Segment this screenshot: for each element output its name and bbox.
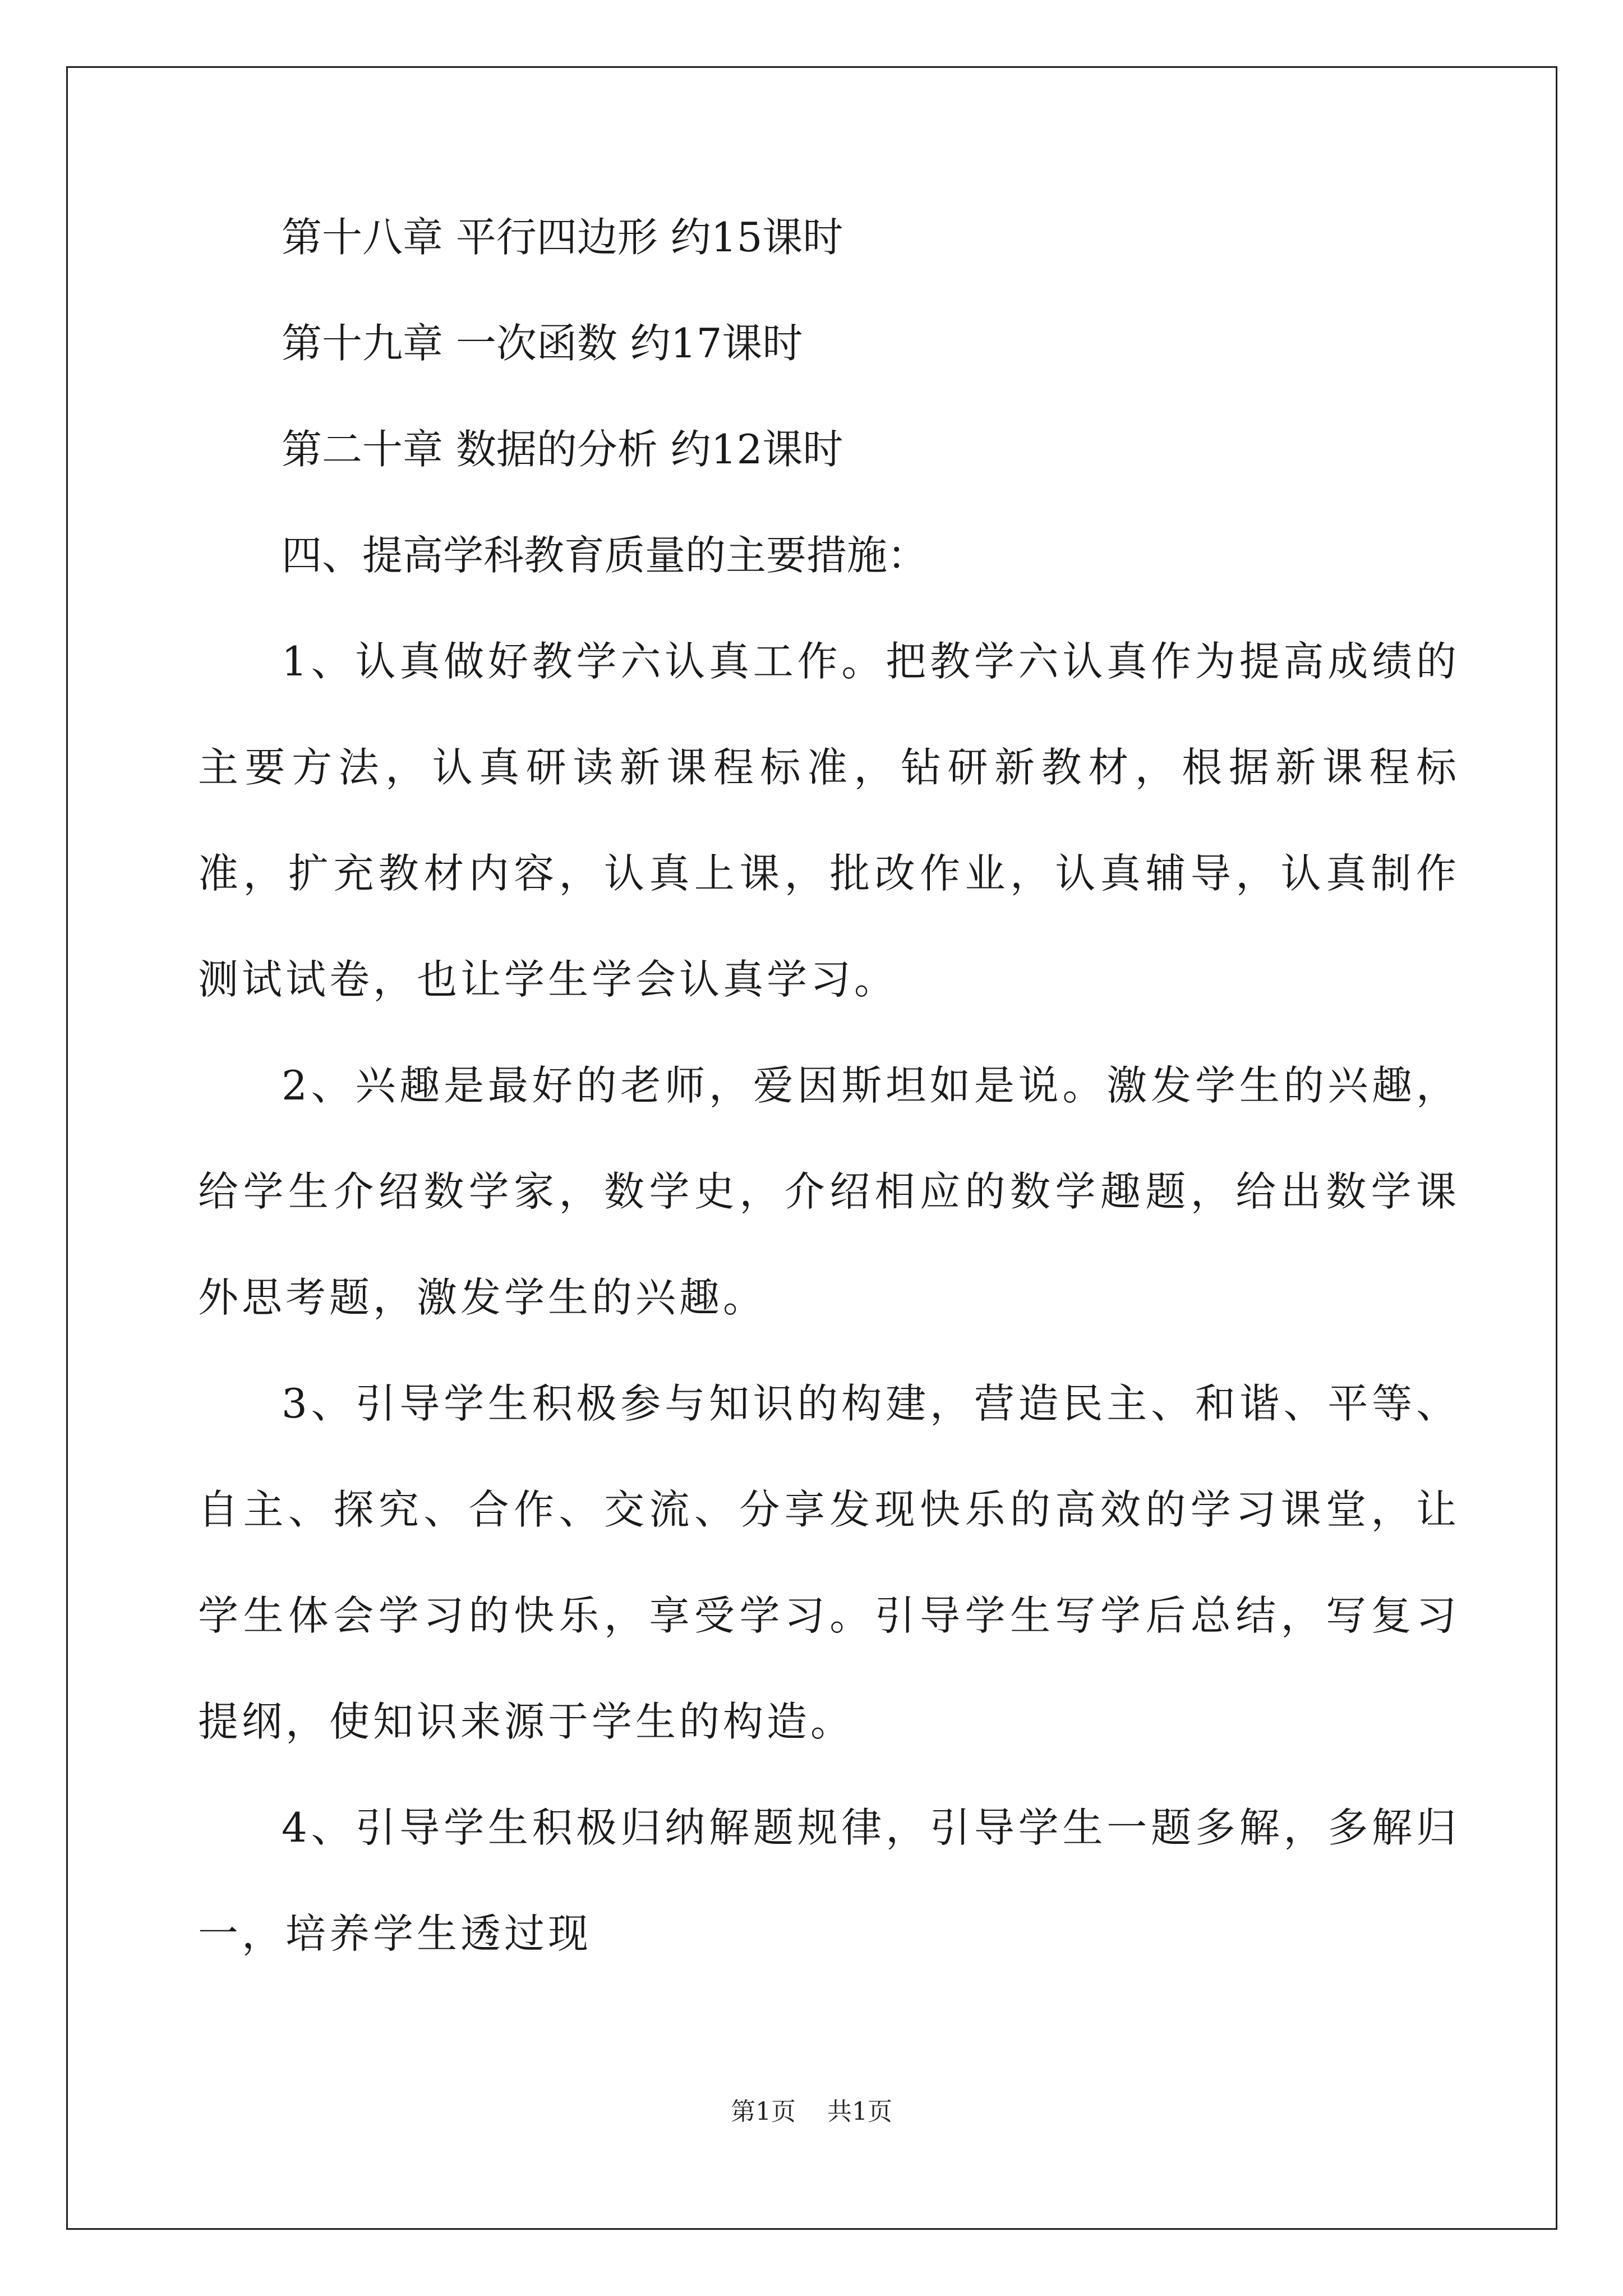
page-total: 共1页: [827, 2097, 892, 2126]
chapter-line: 第十九章 一次函数 约17课时: [282, 320, 803, 367]
paragraph: 1、认真做好教学六认真工作。把教学六认真作为提高成绩的主要方法，认真研读新课程标准，钻研新教材，根据新课程标准，扩充教材内容，认真上课，批改作业，认真辅导，认真制作测试试卷，也让学生学会认真学习。: [198, 638, 1460, 1003]
paragraph: 4、引导学生积极归纳解题规律，引导学生一题多解，多解归一，培养学生透过现: [198, 1804, 1460, 1957]
chapter-line: 第十八章 平行四边形 约15课时: [282, 214, 843, 261]
page-number: 第1页: [731, 2097, 796, 2126]
page-footer: [0, 2091, 1623, 2127]
section-heading: 四、提高学科教育质量的主要措施：: [282, 532, 928, 579]
paragraph: 3、引导学生积极参与知识的构建，营造民主、和谐、平等、自主、探究、合作、交流、分享发现快乐的高效的学习课堂，让学生体会学习的快乐，享受学习。引导学生写学后总结，写复习提纲，使知识来源于学生的构造。: [198, 1380, 1460, 1745]
paragraph: 2、兴趣是最好的老师，爱因斯坦如是说。激发学生的兴趣，给学生介绍数学家，数学史，介绍相应的数学趣题，给出数学课外思考题，激发学生的兴趣。: [198, 1062, 1460, 1321]
document-body: [198, 210, 1460, 2013]
chapter-line: 第二十章 数据的分析 约12课时: [282, 426, 843, 473]
